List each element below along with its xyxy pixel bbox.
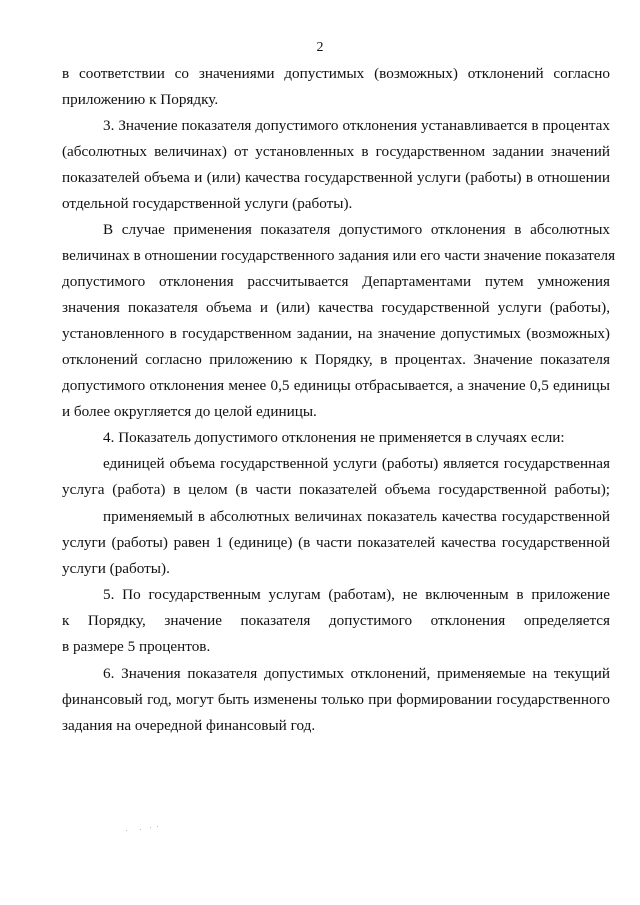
paragraph-3-start: 3. Значение показателя допустимого отклонения устанавливается в процентах <box>103 117 610 134</box>
paragraph-start: применяемый в абсолютных величинах показатель качества государственной <box>103 508 610 525</box>
text-line: и более округляется до целой единицы. <box>62 403 317 420</box>
text-line: приложению к Порядку. <box>62 91 219 108</box>
text-line: задания на очередной финансовый год. <box>62 717 316 734</box>
paragraph-6-start: 6. Значения показателя допустимых отклонений, применяемые на текущий <box>103 665 610 682</box>
paragraph-start: единицей объема государственной услуги (работы) является государственная <box>103 455 610 472</box>
text-line: показателей объема и (или) качества государственной услуги (работы) в отношении <box>62 169 610 186</box>
text-line: допустимого отклонения рассчитывается Департаментами путем умножения <box>62 273 610 290</box>
text-line: финансовый год, могут быть изменены только при формировании государственного <box>62 691 610 708</box>
text-line: отклонений согласно приложению к Порядку, в процентах. Значение показателя <box>62 351 610 368</box>
text-line: в соответствии со значениями допустимых (возможных) отклонений согласно <box>62 65 610 82</box>
text-line: допустимого отклонения менее 0,5 единицы отбрасывается, а значение 0,5 единицы <box>62 377 610 394</box>
paragraph-4-start: 4. Показатель допустимого отклонения не применяется в случаях если: <box>103 429 565 446</box>
paragraph-5-start: 5. По государственным услугам (работам), не включенным в приложение <box>103 586 610 603</box>
page-number: 2 <box>316 40 324 55</box>
scan-speck <box>126 826 166 832</box>
text-line: услуги (работы). <box>62 560 170 577</box>
text-line: установленного в государственном задании, на значение допустимых (возможных) <box>62 325 610 342</box>
text-line: услуга (работа) в целом (в части показателей объема государственной работы); <box>62 481 610 498</box>
paragraph-start: В случае применения показателя допустимого отклонения в абсолютных <box>103 221 610 238</box>
text-line: значения показателя объема и (или) качества государственной услуги (работы), <box>62 299 610 316</box>
text-line: к Порядку, значение показателя допустимого отклонения определяется <box>62 612 610 629</box>
text-line: в размере 5 процентов. <box>62 638 211 655</box>
text-line: (абсолютных величинах) от установленных в государственном задании значений <box>62 143 610 160</box>
text-line: отдельной государственной услуги (работы). <box>62 195 353 212</box>
text-line: величинах в отношении государственного задания или его части значение показателя <box>62 247 616 264</box>
text-line: услуги (работы) равен 1 (единице) (в части показателей качества государственной <box>62 534 610 551</box>
